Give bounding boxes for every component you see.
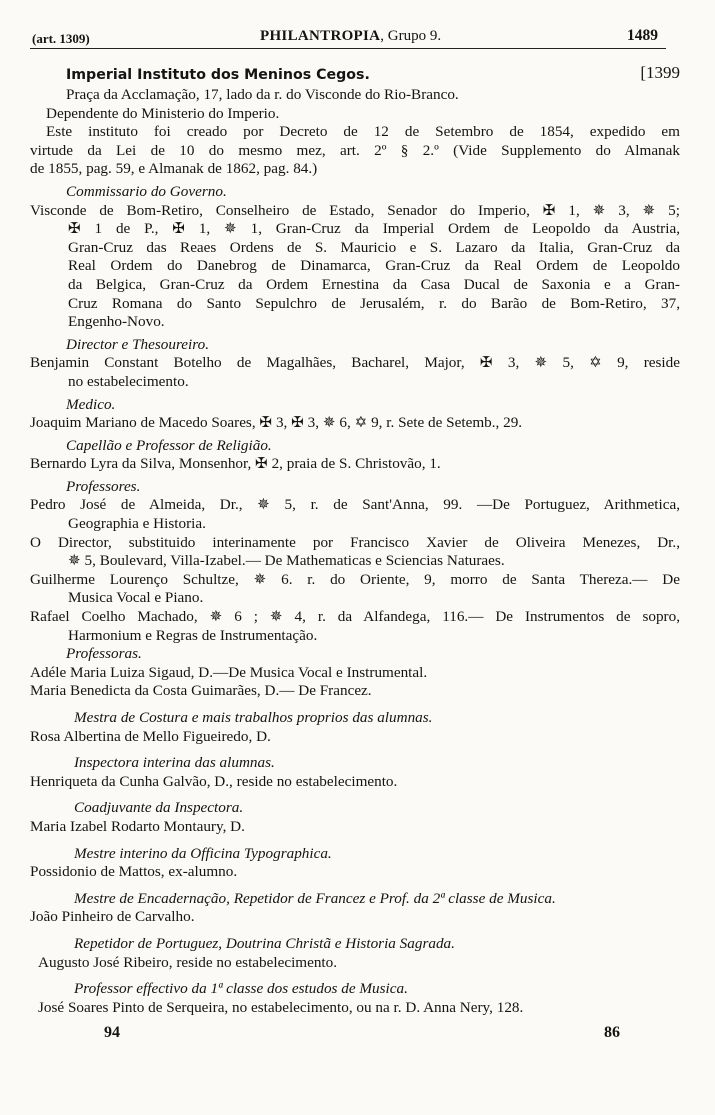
sheet-number: 86 — [604, 1024, 620, 1041]
role-heading: Mestra de Costura e mais trabalhos proprios das alumnas. — [74, 709, 433, 726]
entry-line: Geographia e Historia. — [68, 515, 206, 533]
entry-reference: [1399 — [640, 63, 680, 82]
entry-line: ✠ 1 de P., ✠ 1, ✵ 1, Gran-Cruz da Imperial Ordem de Leopoldo da Austria, — [68, 220, 680, 238]
role-heading: Capellão e Professor de Religião. — [66, 436, 272, 454]
role-heading: Mestre de Encadernação, Repetidor de Francez e Prof. da 2ª classe de Musica. — [74, 889, 556, 907]
entry-line: Adéle Maria Luiza Sigaud, D.—De Musica Vocal e Instrumental. — [30, 663, 428, 681]
role-heading: Medico. — [66, 395, 116, 413]
entry-line: Cruz Romana do Santo Sepulchro de Jerusalém, r. do Barão de Bom-Retiro, 37, — [68, 294, 680, 312]
entry-line: Maria Benedicta da Costa Guimarães, D.— De Francez. — [30, 682, 372, 700]
entry-line: Pedro José de Almeida, Dr., ✵ 5, r. de Sant'Anna, 99. —De Portuguez, Arithmetica, — [30, 496, 680, 514]
entry-line: Real Ordem do Danebrog de Dinamarca, Gran-Cruz da Real Ordem de Leopoldo — [68, 257, 680, 275]
article-range: (art. 1309) — [32, 31, 90, 46]
entry-line: Benjamin Constant Botelho de Magalhães, Bacharel, Major, ✠ 3, ✵ 5, ✡ 9, reside — [30, 354, 680, 372]
entry-line: João Pinheiro de Carvalho. — [30, 908, 195, 926]
role-heading: Director e Thesoureiro. — [66, 335, 209, 353]
entry-line: no estabelecimento. — [68, 372, 189, 390]
entry-body — [30, 63, 680, 1017]
entry-line: Harmonium e Regras de Instrumentação. — [68, 626, 318, 644]
institute-address: Praça da Acclamação, 17, lado da r. do Visconde do Rio-Branco. — [66, 86, 459, 103]
entry-line: Joaquim Mariano de Macedo Soares, ✠ 3, ✠ 3, ✵ 6, ✡ 9, r. Sete de Setemb., 29. — [30, 414, 523, 432]
entry-line: Bernardo Lyra da Silva, Monsenhor, ✠ 2, praia de S. Christovão, 1. — [30, 455, 441, 473]
role-heading: Professores. — [66, 477, 141, 495]
entry-line: José Soares Pinto de Serqueira, no estabelecimento, ou na r. D. Anna Nery, 128. — [38, 998, 524, 1016]
role-heading: Mestre interino da Officina Typographica. — [74, 844, 332, 862]
entry-line: Possidonio de Mattos, ex-alumno. — [30, 863, 238, 881]
institute-dependence: Dependente do Ministerio do Imperio. — [46, 104, 280, 122]
entry-line: da Belgica, Gran-Cruz da Ordem Ernestina da Casa Ducal de Saxonia e a Gran- — [68, 275, 680, 293]
role-heading: Repetidor de Portuguez, Doutrina Christã e Historia Sagrada. — [74, 934, 455, 952]
section-title — [260, 27, 441, 46]
institute-name: Imperial Instituto dos Meninos Cegos. — [66, 67, 370, 83]
entry-line: O Director, substituido interinamente por Francisco Xavier de Oliveira Menezes, Dr., — [30, 533, 680, 551]
entry-line: Guilherme Lourenço Schultze, ✵ 6. r. do Oriente, 9, morro de Santa Thereza.— De — [30, 570, 680, 588]
entry-line: Henriqueta da Cunha Galvão, D., reside no estabelecimento. — [30, 772, 398, 790]
history-line: de 1855, pag. 59, e Almanak de 1862, pag. 84.) — [30, 160, 318, 178]
role-heading: Inspectora interina das alumnas. — [74, 754, 275, 772]
entry-line: Maria Izabel Rodarto Montaury, D. — [30, 817, 245, 835]
role-heading: Professor effectivo da 1ª classe dos estudos de Musica. — [74, 980, 408, 998]
entry-line: ✵ 5, Boulevard, Villa-Izabel.— De Mathematicas e Sciencias Naturaes. — [68, 552, 505, 570]
signature-mark: 94 — [104, 1024, 120, 1041]
entry-line: Engenho-Novo. — [68, 313, 165, 331]
history-line: virtude da Lei de 10 do mesmo mez, art. 2º § 2.º (Vide Supplemento do Almanak — [30, 141, 680, 159]
entry-line: Gran-Cruz das Reaes Ordens de S. Mauricio e S. Lazaro da Italia, Gran-Cruz da — [68, 238, 680, 256]
role-heading: Professoras. — [66, 645, 142, 663]
entry-line: Rosa Albertina de Mello Figueiredo, D. — [30, 727, 271, 745]
entry-line: Musica Vocal e Piano. — [68, 589, 204, 607]
running-head — [30, 26, 666, 49]
section-title-group: , Grupo 9. — [380, 28, 442, 44]
entry-line: Augusto José Ribeiro, reside no estabelecimento. — [38, 953, 338, 971]
entry-line: Visconde de Bom-Retiro, Conselheiro de Estado, Senador do Imperio, ✠ 1, ✵ 3, ✵ 5; — [30, 201, 680, 219]
institute-heading — [30, 63, 680, 86]
entry-line: Rafael Coelho Machado, ✵ 6 ; ✵ 4, r. da Alfandega, 116.— De Instrumentos de sopro, — [30, 608, 680, 626]
page-number: 1489 — [627, 27, 658, 44]
role-heading: Coadjuvante da Inspectora. — [74, 799, 244, 817]
history-line: Este instituto foi creado por Decreto de 12 de Setembro de 1854, expedido em — [46, 123, 680, 141]
section-title-main: PHILANTROPIA — [260, 28, 381, 44]
role-heading: Commissario do Governo. — [66, 182, 227, 200]
